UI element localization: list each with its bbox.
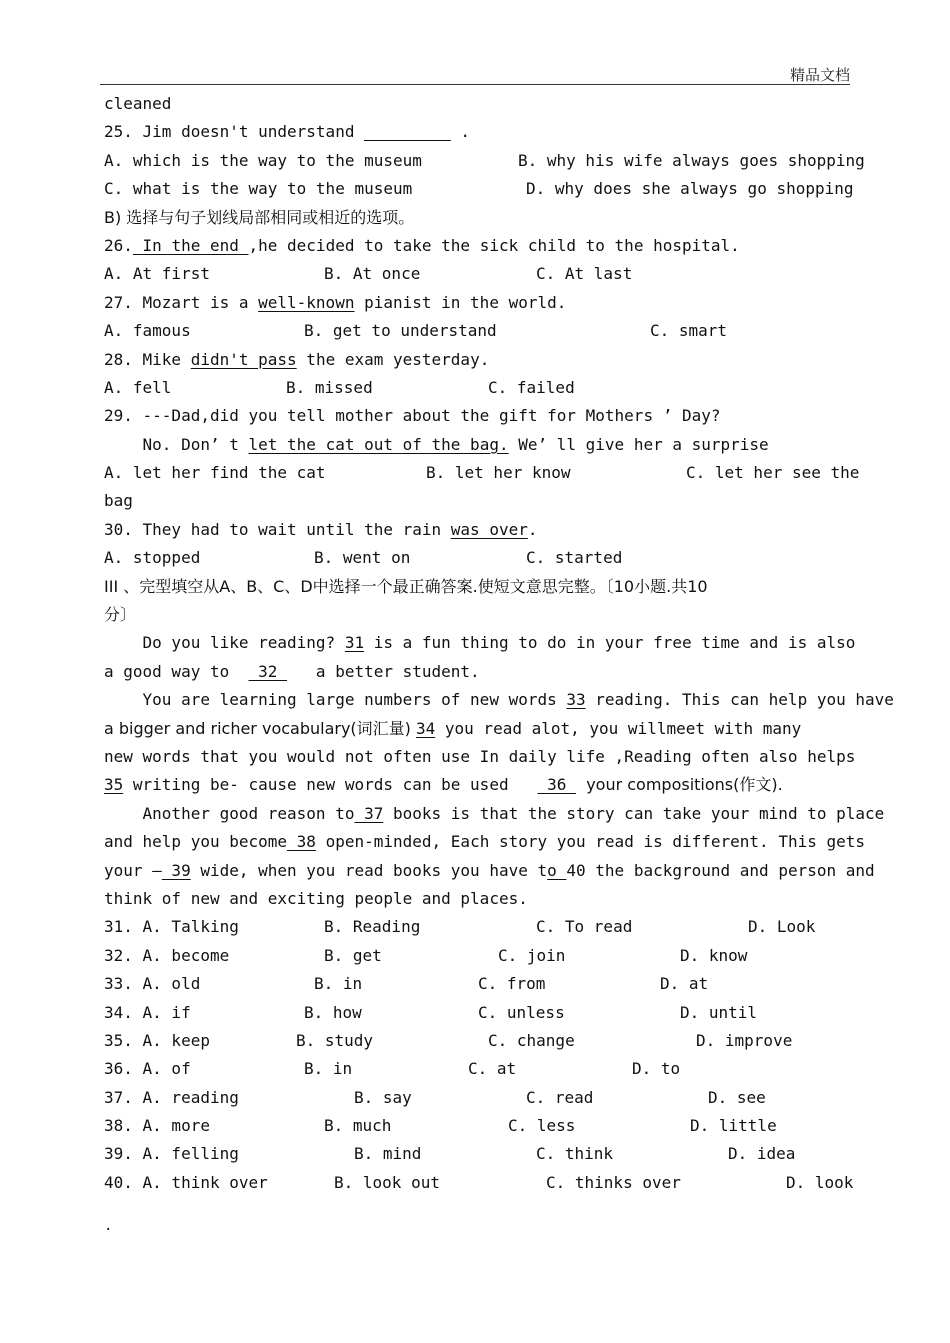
answer-option: C. from [478,974,546,994]
underlined-phrase: 34 [416,718,436,738]
text-line [104,147,894,175]
answer-option: 33. A. old [104,974,201,994]
text-line [104,402,894,430]
underlined-phrase: 35 [104,775,124,795]
text-line [104,289,894,317]
answer-option: B. went on [314,548,411,568]
underlined-phrase: well-known [258,292,355,312]
answer-option: 34. A. if [104,1002,191,1022]
line-segment: Do you like reading? [104,633,345,653]
answer-option: B. why his wife always goes shopping [518,150,865,170]
answer-option: C. started [526,548,623,568]
line-segment: your — [104,860,162,880]
answer-option: D. Look [748,917,816,937]
answer-option: 35. A. keep [104,1030,210,1050]
text-line [104,431,894,459]
answer-option: 32. A. become [104,945,230,965]
answer-option: C. unless [478,1002,565,1022]
answer-option: 40. A. think over [104,1172,268,1192]
text-line [104,686,894,714]
text-line [104,828,894,856]
line-segment: Another good reason to [104,803,355,823]
answer-option: A. stopped [104,548,201,568]
text-line [104,1169,894,1197]
answer-option: D. see [708,1087,766,1107]
answer-option: 37. A. reading [104,1087,239,1107]
answer-option: B. in [304,1059,353,1079]
answer-option: B. missed [286,377,373,397]
text-line [104,1112,894,1140]
line-segment: is a fun thing to do in your free time and is also [364,633,856,653]
document-header-label: 精品文档 [789,66,850,84]
text-line [104,260,894,288]
text-line [104,459,894,487]
underlined-phrase: didn't pass [190,349,297,369]
answer-option: B. much [324,1116,392,1136]
answer-option: 38. A. more [104,1116,210,1136]
line-text: III 、完型填空从A、B、C、D中选择一个最正确答案.使短文意思完整。〔10小题.共10 [104,576,708,596]
answer-option: D. until [680,1002,758,1022]
answer-option: A. At first [104,264,210,284]
underlined-phrase: 31 [344,633,365,653]
line-segment: books is that the story can take your mind to place [383,803,885,823]
answer-option: C. failed [488,377,575,397]
line-segment: ,he decided to take the sick child to the hospital. [248,235,740,255]
line-text: cleaned [104,94,172,113]
answer-option: C. think [536,1144,614,1164]
text-line [104,942,894,970]
text-line [104,374,894,402]
text-line [104,913,894,941]
line-segment: . [527,519,538,539]
answer-option: B. look out [334,1172,440,1192]
text-line [104,90,894,118]
answer-option: D. why does she always go shopping [526,179,854,199]
text-line [104,232,894,260]
text-line [104,715,894,743]
answer-option: B. study [296,1030,374,1050]
text-line [104,175,894,203]
text-line [104,999,894,1027]
line-text: B) 选择与句子划线局部相同或相近的选项。 [104,207,415,227]
line-segment: . [450,122,471,142]
answer-option: D. know [680,945,748,965]
line-text: bag [104,491,133,511]
text-line [104,800,894,828]
line-segment: a better student. [287,661,480,681]
text-line [104,658,894,686]
underlined-phrase: _________ [364,122,451,142]
answer-option: C. change [488,1030,575,1050]
line-segment: pianist in the world. [354,292,567,312]
answer-option: B. get to understand [304,321,497,341]
answer-option: D. little [690,1116,777,1136]
answer-option: C. at [468,1059,517,1079]
line-segment: a good way to [104,661,249,681]
answer-option: C. less [508,1116,576,1136]
answer-option: 31. A. Talking [104,917,239,937]
text-line [104,204,894,232]
line-segment: We’ ll give her a surprise [508,434,769,454]
underlined-phrase: 36 [537,775,577,795]
answer-option: A. fell [104,377,172,397]
answer-option: D. to [632,1059,681,1079]
line-segment: 30. They had to wait until the rain [104,519,451,539]
line-segment: a bigger and richer vocabulary(词汇量) [104,718,416,738]
line-segment: reading. This can help you have [585,690,894,710]
text-line [104,885,894,913]
line-segment: 27. Mozart is a [104,292,259,312]
line-segment: and help you become [104,832,288,852]
text-line [104,1084,894,1112]
line-segment: 25. Jim doesn't understand [104,122,365,142]
answer-option: C. read [526,1087,594,1107]
header-divider [100,84,850,85]
answer-option: B. let her know [426,463,571,483]
underlined-phrase: 37 [354,803,384,823]
answer-option: 36. A. of [104,1059,191,1079]
text-line [104,629,894,657]
document-body [104,90,894,1197]
answer-option: A. which is the way to the museum [104,150,422,170]
line-segment: 26. [104,235,133,255]
answer-option: C. thinks over [546,1172,681,1192]
text-line [104,118,894,146]
text-line [104,970,894,998]
text-line [104,1027,894,1055]
line-segment: You are learning large numbers of new words [104,690,567,710]
answer-option: A. let her find the cat [104,463,326,483]
text-line [104,317,894,345]
text-line [104,573,894,601]
answer-option: D. look [786,1172,854,1192]
text-line [104,601,894,629]
text-line [104,1055,894,1083]
text-line [104,771,894,799]
answer-option: B. say [354,1087,412,1107]
answer-option: 39. A. felling [104,1144,239,1164]
answer-option: D. improve [696,1030,793,1050]
text-line [104,857,894,885]
underlined-phrase: 38 [287,832,316,852]
underlined-phrase: In the end [132,235,249,255]
line-text: 分〕 [104,605,137,625]
line-segment: the exam yesterday. [296,349,490,369]
answer-option: B. At once [324,264,421,284]
line-text: think of new and exciting people and places. [104,888,528,908]
answer-option: B. Reading [324,917,421,937]
underlined-phrase: o [547,860,567,880]
underlined-phrase: 33 [566,690,586,710]
text-line [104,544,894,572]
underlined-phrase: 39 [161,860,191,880]
line-segment: 40 the background and person and [566,860,875,880]
answer-option: C. let her see the [686,463,860,483]
line-segment: No. Don’ t [104,434,249,454]
line-segment: 28. Mike [104,349,191,369]
footer-mark: . [104,1218,113,1234]
answer-option: C. smart [650,321,728,341]
answer-option: D. idea [728,1144,796,1164]
underlined-phrase: was over [450,519,528,539]
text-line [104,516,894,544]
text-line [104,743,894,771]
answer-option: A. famous [104,321,191,341]
line-text: 29. ---Dad,did you tell mother about the gift for Mothers ’ Day? [104,406,721,426]
answer-option: C. join [498,945,566,965]
answer-option: B. how [304,1002,362,1022]
line-segment: open-minded, Each story you read is different. This gets [315,832,866,852]
answer-option: B. mind [354,1144,422,1164]
answer-option: C. To read [536,917,633,937]
answer-option: B. in [314,974,363,994]
text-line [104,1140,894,1168]
line-segment: you read alot, you willmeet with many [435,718,802,738]
answer-option: C. what is the way to the museum [104,179,413,199]
text-line [104,487,894,515]
line-segment: your compositions(作文). [576,775,783,795]
text-line [104,346,894,374]
answer-option: C. At last [536,264,633,284]
underlined-phrase: 32 [248,661,288,681]
underlined-phrase: let the cat out of the bag. [248,434,509,454]
line-text: new words that you would not often use In daily life ,Reading often also helps [104,746,856,766]
answer-option: B. get [324,945,382,965]
line-segment: writing be- cause new words can be used [123,775,538,795]
answer-option: D. at [660,974,709,994]
line-segment: wide, when you read books you have t [190,860,548,880]
